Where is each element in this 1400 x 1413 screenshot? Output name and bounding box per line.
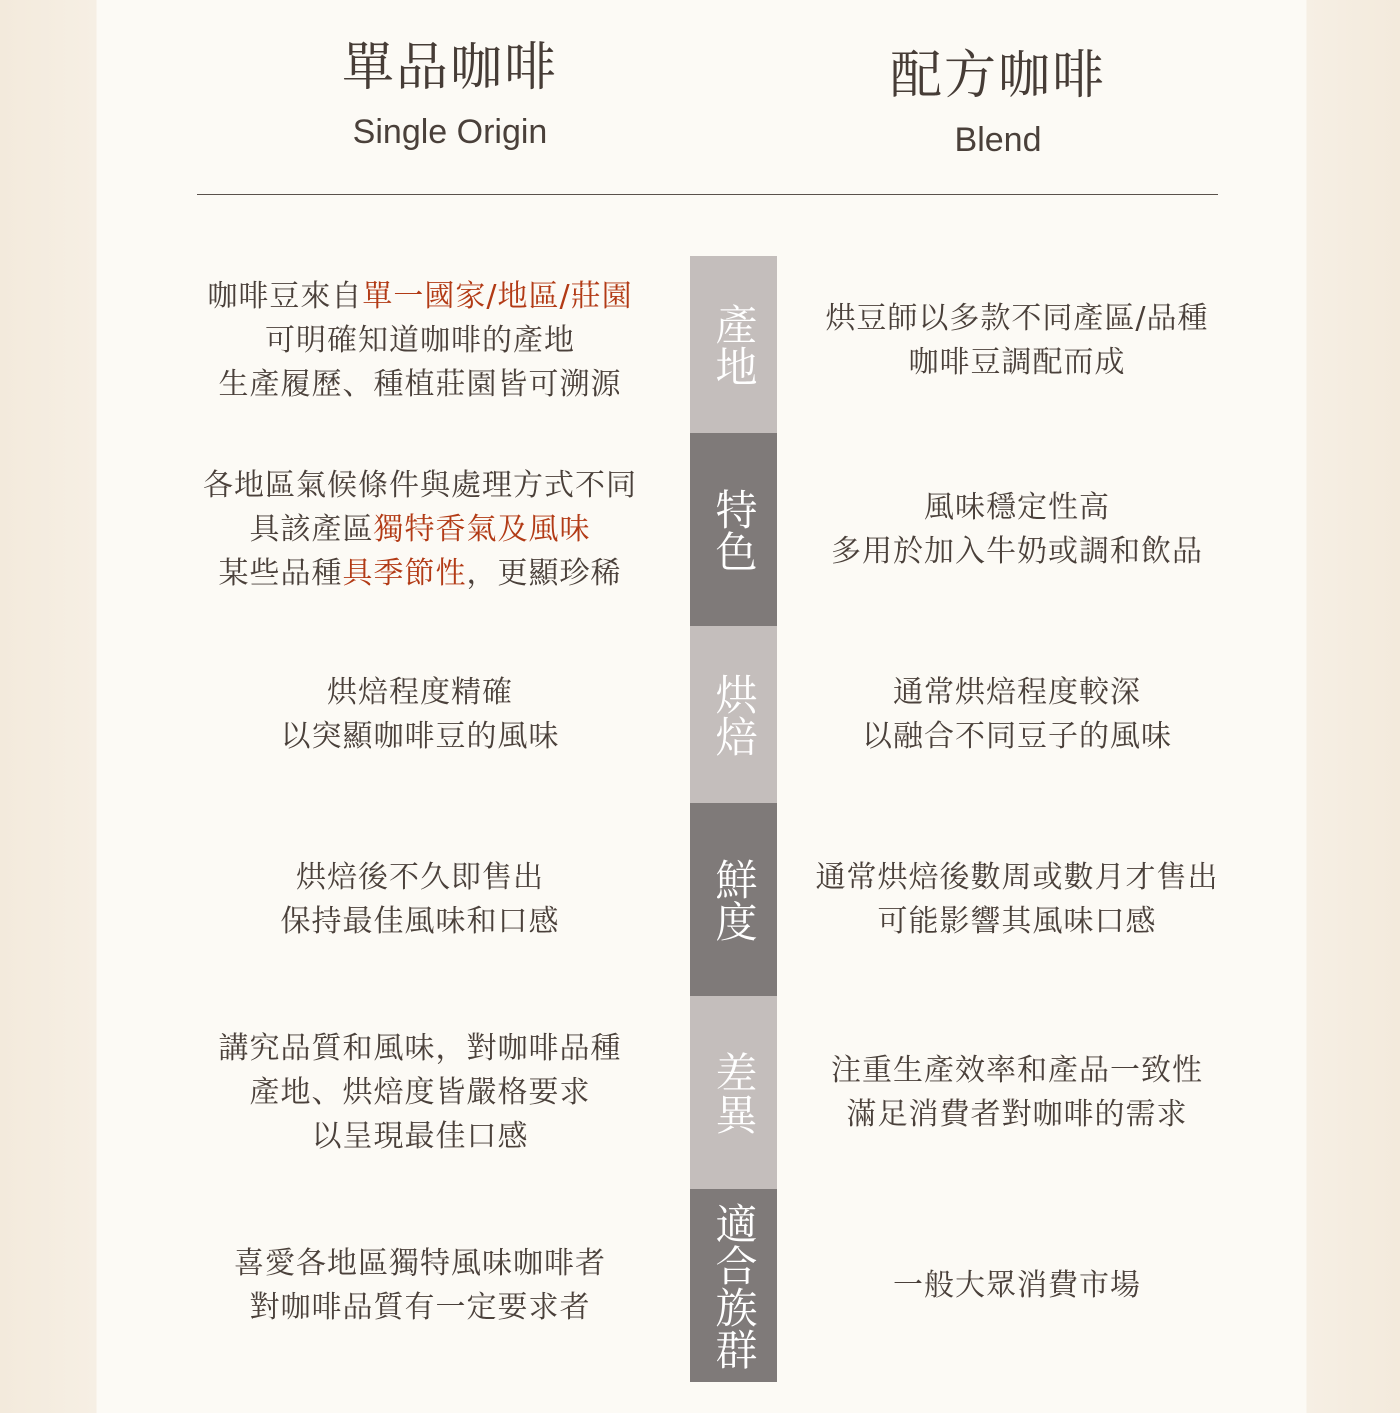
blend-freshness-cell [777, 803, 1257, 996]
text-line: 咖啡豆來自單一國家/地區/莊園 [207, 278, 633, 314]
blend-header [738, 46, 1258, 160]
category-label: 烘焙 [709, 672, 759, 757]
text-line: 具該產區獨特香氣及風味 [249, 511, 591, 547]
category-label: 鮮度 [709, 857, 759, 942]
text-line: 風味穩定性高 [924, 489, 1110, 525]
text-line: 咖啡豆調配而成 [908, 344, 1126, 380]
single-origin-roast-cell [150, 626, 690, 803]
category-label: 適合族群 [709, 1201, 759, 1370]
single-origin-header [190, 38, 710, 152]
header-divider [197, 194, 1218, 195]
text-line: 注重生產效率和產品一致性 [831, 1052, 1203, 1088]
blend-subtitle: Blend [954, 121, 1042, 159]
blend-difference-cell [777, 996, 1257, 1189]
category-roast [690, 626, 777, 803]
text-line: 各地區氣候條件與處理方式不同 [203, 467, 637, 503]
text-line: 通常烘焙程度較深 [893, 674, 1141, 710]
text-line: 可能影響其風味口感 [877, 903, 1157, 939]
text-line: 喜愛各地區獨特風味咖啡者 [234, 1245, 606, 1281]
category-difference [690, 996, 777, 1189]
text-line: 以融合不同豆子的風味 [862, 718, 1172, 754]
single-origin-title: 單品咖啡 [341, 38, 558, 98]
text-line: 通常烘焙後數周或數月才售出 [815, 859, 1219, 895]
category-feature [690, 433, 777, 626]
text-line: 產地、烘焙度皆嚴格要求 [249, 1074, 591, 1110]
highlight-text: 具季節性 [342, 555, 467, 591]
category-label: 產地 [709, 302, 759, 387]
text-line: 一般大眾消費市場 [893, 1267, 1141, 1303]
text-line: 以呈現最佳口感 [311, 1118, 529, 1154]
text-line: 烘豆師以多款不同產區/品種 [825, 300, 1209, 336]
highlight-text: 獨特香氣及風味 [373, 511, 591, 547]
single-origin-difference-cell [150, 996, 690, 1189]
text-line: 對咖啡品質有一定要求者 [249, 1289, 591, 1325]
highlight-text: 單一國家/地區/莊園 [362, 278, 633, 314]
category-target-group [690, 1189, 777, 1382]
text-line: 烘焙程度精確 [327, 674, 513, 710]
text-line: 可明確知道咖啡的產地 [265, 322, 575, 358]
single-origin-target-cell [150, 1189, 690, 1382]
blend-roast-cell [777, 626, 1257, 803]
text-line: 以突顯咖啡豆的風味 [280, 718, 560, 754]
text-line: 多用於加入牛奶或調和飲品 [831, 533, 1203, 569]
text-line: 烘焙後不久即售出 [296, 859, 544, 895]
single-origin-feature-cell [150, 433, 690, 626]
text-line: 生產履歷、種植莊園皆可溯源 [218, 366, 622, 402]
text-line: 保持最佳風味和口感 [280, 903, 560, 939]
category-freshness [690, 803, 777, 996]
text-line: 滿足消費者對咖啡的需求 [846, 1096, 1188, 1132]
category-label: 特色 [709, 487, 759, 572]
category-label: 差異 [709, 1050, 759, 1135]
text-line: 某些品種具季節性，更顯珍稀 [218, 555, 622, 591]
single-origin-subtitle: Single Origin [352, 113, 548, 151]
blend-feature-cell [777, 433, 1257, 626]
category-origin [690, 256, 777, 433]
single-origin-origin-cell [150, 256, 690, 433]
blend-origin-cell [777, 256, 1257, 433]
blend-title: 配方咖啡 [889, 46, 1106, 106]
text-line: 講究品質和風味，對咖啡品種 [218, 1030, 622, 1066]
single-origin-freshness-cell [150, 803, 690, 996]
blend-target-cell [777, 1189, 1257, 1382]
